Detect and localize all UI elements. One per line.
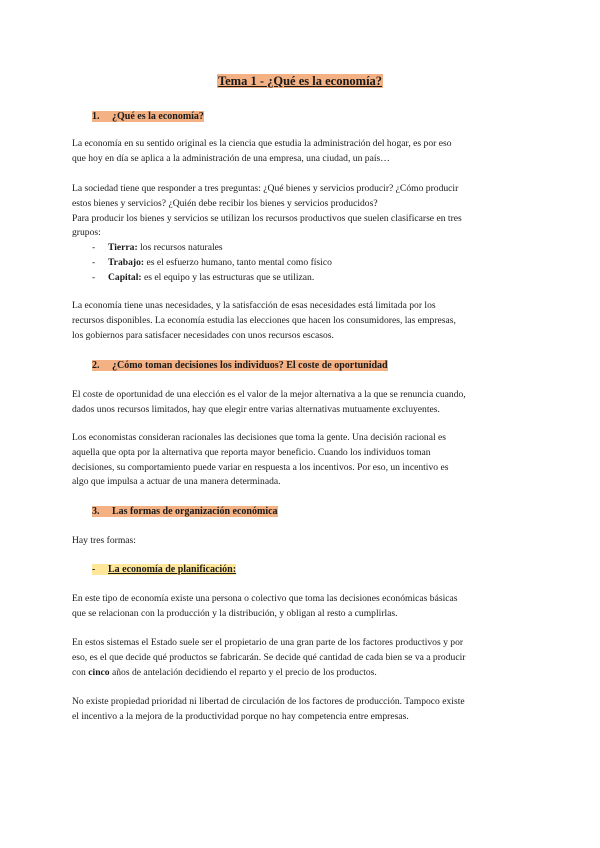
section-3-paragraph-3: [72, 695, 532, 725]
section-2-number: 2.: [92, 360, 100, 371]
section-1-paragraph-1: [72, 137, 532, 167]
section-1-heading: [92, 110, 204, 124]
text-line: La economía en su sentido original es la ciencia que estudia la administración del hogar, es por eso: [72, 138, 452, 149]
text-line: que se relacionan con la producción y la distribución, y obligan al resto a cumplirlas.: [72, 607, 398, 619]
text-line: con cinco años de antelación decidiendo el reparto y el precio de los productos.: [72, 666, 377, 678]
section-1-paragraph-2: [72, 182, 532, 241]
text-line: grupos:: [72, 227, 101, 239]
text-line: el incentivo a la mejora de la productividad porque no hay competencia entre empresas.: [72, 710, 409, 722]
planning-economy-title: La economía de planificación:: [108, 564, 237, 575]
text-line: Para producir los bienes y servicios se utilizan los recursos productivos que suelen clasificarse en tres: [72, 212, 462, 224]
text-line: eso, es el que decide qué productos se fabricarán. Se decide qué cantidad de cada bien se va a producir: [72, 651, 466, 663]
text-line: Los economistas consideran racionales las decisiones que toma la gente. Una decisión racional es: [72, 432, 447, 443]
text-line: Hay tres formas:: [72, 535, 136, 546]
resources-list: [92, 241, 332, 285]
section-3-intro: [72, 534, 532, 549]
text-line: algo que impulsa a actuar de una manera determinada.: [72, 476, 281, 488]
page-title-text: Tema 1 - ¿Qué es la economía?: [217, 74, 383, 88]
list-item: - Capital: es el equipo y las estructuras que se utilizan.: [92, 271, 315, 283]
list-item: - Tierra: los recursos naturales: [92, 242, 223, 253]
page-title: [0, 74, 600, 89]
text-line: estos bienes y servicios? ¿Quién debe recibir los bienes y servicios producidos?: [72, 197, 378, 209]
text-line: aquella que opta por la alternativa que reporta mayor beneficio. Cuando los individuos toman: [72, 446, 431, 458]
section-2-paragraph-1: [72, 388, 532, 418]
section-3-paragraph-2: [72, 636, 532, 680]
section-2-title: ¿Cómo toman decisiones los individuos? El coste de oportunidad: [112, 360, 388, 371]
text-line: En este tipo de economía existe una persona o colectivo que toma las decisiones económicas básicas: [72, 593, 458, 604]
text-line: dados unos recursos limitados, hay que elegir entre varias alternativas mutuamente excluyentes.: [72, 403, 440, 415]
section-1-paragraph-3: [72, 299, 532, 343]
list-item: - Trabajo: es el esfuerzo humano, tanto mental como físico: [92, 256, 332, 268]
section-1-title: ¿Qué es la economía?: [112, 111, 204, 122]
section-2-heading: [92, 359, 388, 373]
text-line: decisiones, su comportamiento puede variar en respuesta a los incentivos. Por eso, un incentivo es: [72, 461, 449, 473]
section-3-paragraph-1: [72, 592, 532, 622]
section-3-number: 3.: [92, 506, 100, 517]
planning-economy-heading: - La economía de planificación:: [92, 564, 237, 575]
text-line: los gobiernos para satisfacer necesidades con unos recursos escasos.: [72, 329, 334, 341]
section-2-paragraph-2: [72, 431, 532, 490]
text-line: que hoy en día se aplica a la administración de una empresa, una ciudad, un país…: [72, 152, 390, 164]
text-line: En estos sistemas el Estado suele ser el propietario de una gran parte de los factores productivos y por: [72, 637, 464, 648]
text-line: La sociedad tiene que responder a tres preguntas: ¿Qué bienes y servicios producir? ¿Cómo producir: [72, 183, 459, 194]
text-line: No existe propiedad prioridad ni libertad de circulación de los factores de producción. Tampoco existe: [72, 696, 465, 707]
section-3-heading: [92, 505, 278, 519]
text-line: El coste de oportunidad de una elección es el valor de la mejor alternativa a la que se renuncia cuando,: [72, 389, 466, 400]
section-1-number: 1.: [92, 111, 100, 122]
text-line: La economía tiene unas necesidades, y la satisfacción de esas necesidades está limitada por los: [72, 300, 436, 311]
section-3-title: Las formas de organización económica: [112, 506, 278, 517]
text-line: recursos disponibles. La economía estudia las elecciones que hacen los consumidores, las empresas,: [72, 314, 456, 326]
